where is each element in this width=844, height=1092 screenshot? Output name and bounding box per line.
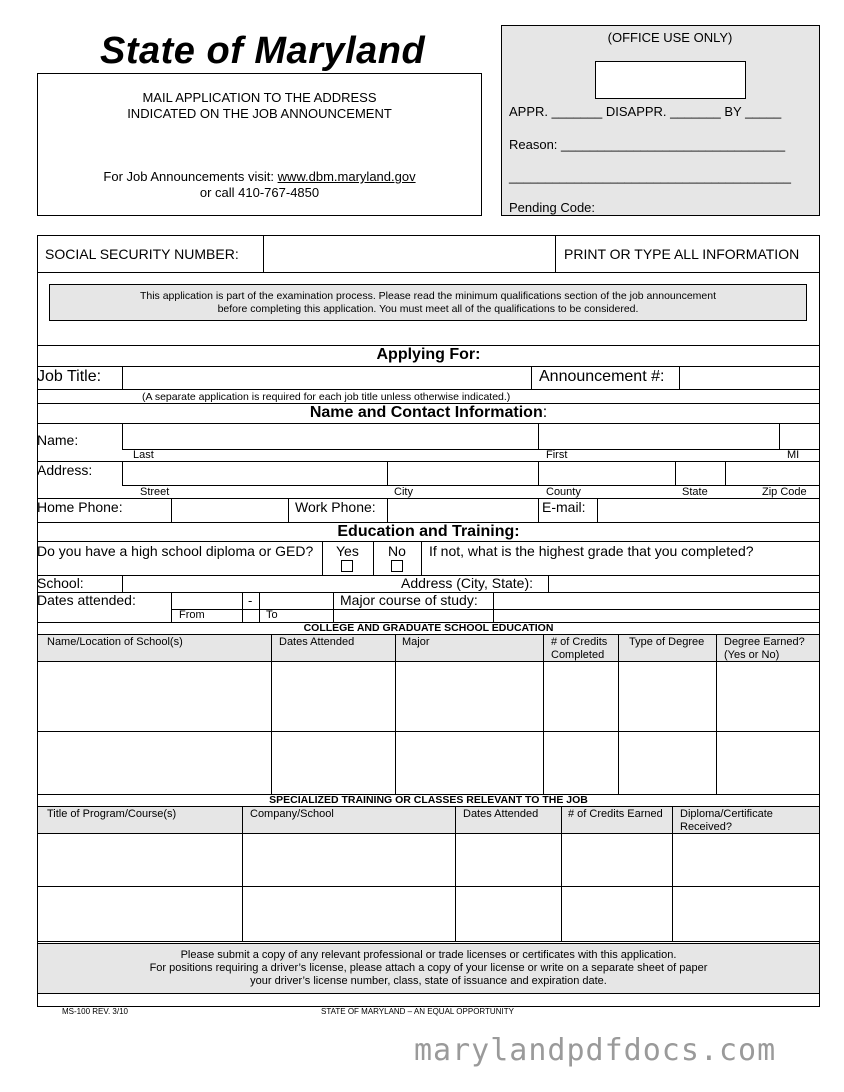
school-address-input[interactable] <box>549 576 819 591</box>
major-study-input[interactable] <box>494 593 819 608</box>
dates-attended-label: Dates attended: <box>37 592 136 608</box>
email-input[interactable] <box>598 499 819 521</box>
dates-dash: - <box>248 593 253 608</box>
email-label: E-mail: <box>542 499 586 515</box>
zip-input[interactable] <box>726 462 819 484</box>
notice-line-2: before completing this application. You must meet all of the qualifications to be considered. <box>217 303 639 315</box>
contact-heading: Name and Contact Information: <box>309 404 548 421</box>
hs-to-input[interactable] <box>260 593 332 608</box>
office-stamp-box[interactable] <box>595 61 746 99</box>
mail-line-1: MAIL APPLICATION TO THE ADDRESS <box>142 90 377 105</box>
county-sublabel: County <box>546 486 581 498</box>
work-phone-label: Work Phone: <box>295 499 376 515</box>
license-notice-line-1: Please submit a copy of any relevant professional or trade licenses or certificates with this application. <box>180 949 677 961</box>
mi-sublabel: MI <box>787 449 800 461</box>
yes-label: Yes <box>336 543 359 559</box>
dbm-website-link[interactable]: www.dbm.maryland.gov <box>277 169 416 184</box>
college-row-2[interactable] <box>38 732 819 793</box>
college-row-1[interactable] <box>38 662 819 730</box>
city-input[interactable] <box>388 462 537 484</box>
form-id: MS-100 REV. 3/10 <box>62 1007 128 1016</box>
last-sublabel: Last <box>133 449 154 461</box>
yes-checkbox[interactable] <box>341 560 353 572</box>
ssn-input[interactable] <box>264 236 554 271</box>
street-sublabel: Street <box>140 486 170 498</box>
first-sublabel: First <box>546 449 568 461</box>
office-use-title: (OFFICE USE ONLY) <box>607 30 733 45</box>
street-input[interactable] <box>123 462 386 484</box>
license-notice-line-2: For positions requiring a driver’s license, please attach a copy of your license or write on a separate sheet of paper <box>149 962 708 974</box>
call-line: or call 410-767-4850 <box>199 185 320 200</box>
major-study-label: Major course of study: <box>340 592 478 608</box>
no-checkbox[interactable] <box>391 560 403 572</box>
license-notice-line-3: your driver’s license number, class, state of issuance and expiration date. <box>250 975 607 987</box>
hs-from-input[interactable] <box>172 593 241 608</box>
first-name-input[interactable] <box>539 424 778 448</box>
school-address-label: Address (City, State): <box>401 575 534 591</box>
college-col-degree-earned: Degree Earned? (Yes or No) <box>724 636 805 661</box>
name-label: Name: <box>37 432 79 448</box>
watermark-text: marylandpdfdocs.com <box>414 1033 777 1068</box>
college-col-school: Name/Location of School(s) <box>47 636 183 648</box>
print-type-label: PRINT OR TYPE ALL INFORMATION <box>564 246 800 262</box>
college-col-credits: # of Credits Completed <box>551 636 608 661</box>
county-input[interactable] <box>539 462 674 484</box>
state-input[interactable] <box>676 462 724 484</box>
mail-line-2: INDICATED ON THE JOB ANNOUNCEMENT <box>127 106 392 121</box>
applying-for-heading: Applying For: <box>376 346 481 363</box>
visit-prefix: For Job Announcements visit: <box>103 169 278 184</box>
special-row-2[interactable] <box>38 887 819 940</box>
office-use-box <box>501 25 820 216</box>
equal-opportunity: STATE OF MARYLAND – AN EQUAL OPPORTUNITY <box>321 1007 514 1016</box>
announcement-label: Announcement #: <box>539 368 665 385</box>
home-phone-input[interactable] <box>172 499 287 521</box>
school-input[interactable] <box>123 576 395 591</box>
address-label: Address: <box>37 462 93 478</box>
ssn-label: SOCIAL SECURITY NUMBER: <box>45 246 239 262</box>
diploma-question: Do you have a high school diploma or GED? <box>37 543 314 559</box>
announcement-input[interactable] <box>680 367 819 388</box>
visit-line <box>37 169 482 184</box>
education-heading: Education and Training: <box>337 523 520 540</box>
zip-sublabel: Zip Code <box>762 486 807 498</box>
state-sublabel: State <box>682 486 708 498</box>
office-reason-line: Reason: _______________________________ <box>509 137 786 152</box>
middle-initial-input[interactable] <box>780 424 819 448</box>
no-label: No <box>388 543 406 559</box>
from-sublabel: From <box>179 609 205 621</box>
special-row-1[interactable] <box>38 834 819 885</box>
separate-application-note: (A separate application is required for each job title unless otherwise indicated.) <box>142 391 511 403</box>
special-col-company: Company/School <box>250 808 334 820</box>
city-sublabel: City <box>394 486 413 498</box>
college-col-degree-type: Type of Degree <box>629 636 705 648</box>
college-heading: COLLEGE AND GRADUATE SCHOOL EDUCATION <box>303 622 554 634</box>
special-col-credits: # of Credits Earned <box>568 808 663 820</box>
notice-line-1: This application is part of the examination process. Please read the minimum qualifications section of the job announcement <box>139 290 717 302</box>
highest-grade-question: If not, what is the highest grade that you completed? <box>429 543 754 559</box>
job-title-input[interactable] <box>123 367 530 388</box>
office-pending-code: Pending Code: <box>509 200 596 215</box>
college-col-dates: Dates Attended <box>279 636 355 648</box>
work-phone-input[interactable] <box>388 499 537 521</box>
college-col-major: Major <box>402 636 430 648</box>
home-phone-label: Home Phone: <box>37 499 123 515</box>
office-blank-line: _______________________________________ <box>509 169 791 184</box>
last-name-input[interactable] <box>123 424 537 448</box>
school-label: School: <box>37 575 84 591</box>
highest-grade-input[interactable] <box>425 560 819 574</box>
special-col-diploma: Diploma/Certificate Received? <box>680 808 773 833</box>
special-col-program: Title of Program/Course(s) <box>47 808 177 820</box>
job-title-label: Job Title: <box>37 368 102 385</box>
to-sublabel: To <box>266 609 278 621</box>
special-col-dates: Dates Attended <box>463 808 539 820</box>
special-heading: SPECIALIZED TRAINING OR CLASSES RELEVANT TO THE JOB <box>269 794 588 806</box>
state-title: State of Maryland <box>100 30 426 72</box>
office-appr-line: APPR. _______ DISAPPR. _______ BY _____ <box>509 104 782 119</box>
